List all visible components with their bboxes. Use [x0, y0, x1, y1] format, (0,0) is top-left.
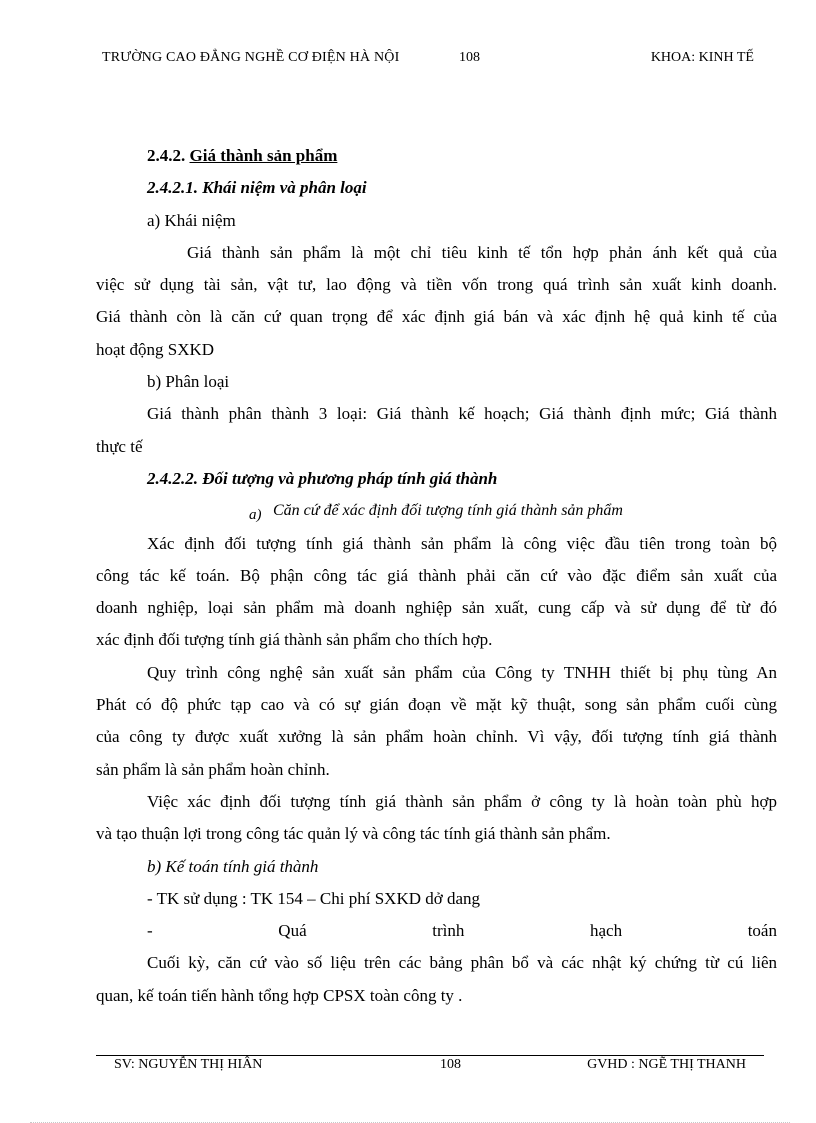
paragraph-line: Việc xác định đối tượng tính giá thành sản phẩm ở công ty là hoàn toàn phù hợp — [147, 791, 777, 811]
paragraph-line: thực tế — [96, 436, 143, 456]
paragraph-line: của công ty được xuất xưởng là sản phẩm hoàn chỉnh. Vì vậy, đối tượng tính giá thành — [96, 727, 777, 747]
section-number: 2.4.2. — [147, 146, 186, 165]
paragraph-line: công tác kế toán. Bộ phận công tác giá thành phải căn cứ vào đặc điểm sản xuất của — [96, 565, 777, 585]
paragraph-line: việc sử dụng tài sản, vật tư, lao động và tiền vốn trong quá trình sản xuất kinh doanh. — [96, 275, 777, 295]
department-name: KHOA: KINH TẾ — [650, 50, 754, 65]
process-word: trình — [432, 921, 465, 941]
paragraph-line: quan, kế toán tiến hành tổng hợp CPSX toàn công ty . — [96, 985, 463, 1005]
section-title: Giá thành sản phẩm — [189, 146, 338, 165]
paragraph-line: và tạo thuận lợi trong công tác quản lý và công tác tính giá thành sản phẩm. — [96, 824, 611, 844]
paragraph-line: Giá thành phân thành 3 loại: Giá thành kế hoạch; Giá thành định mức; Giá thành — [147, 404, 777, 424]
subsection-2-a-heading — [96, 495, 777, 527]
paragraph-line: sản phẩm là sản phẩm hoàn chỉnh. — [96, 759, 330, 779]
paragraph-line: Giá thành còn là căn cứ quan trọng để xác định giá bán và xác định hệ quả kinh tế của — [96, 307, 777, 327]
header-page-number: 108 — [459, 50, 480, 65]
footer-divider — [96, 1055, 764, 1056]
paragraph-line: Phát có độ phức tạp cao và có sự gián đoạn về mặt kỹ thuật, song sản phẩm cuối cùng — [96, 695, 777, 715]
subsection-2-title: 2.4.2.2. Đối tượng và phương pháp tính giá thành — [147, 468, 498, 488]
school-name: TRƯỜNG CAO ĐẲNG NGHỀ CƠ ĐIỆN HÀ NỘI — [102, 50, 400, 65]
paragraph-line: Giá thành sản phẩm là một chỉ tiêu kinh tế tổn hợp phản ánh kết quả của — [187, 242, 777, 262]
page-header — [102, 50, 754, 68]
subsection-2-a-label: Căn cứ để xác định đối tượng tính giá thành sản phẩm — [273, 502, 623, 520]
paragraph-line: Quy trình công nghệ sản xuất sản phẩm của Công ty TNHH thiết bị phụ tùng An — [147, 662, 777, 682]
paragraph-line: hoạt động SXKD — [96, 339, 215, 359]
process-word: - — [147, 921, 153, 941]
subsection-1-b-label: b) Phân loại — [147, 372, 230, 392]
subsection-1-a-label: a) Khái niệm — [147, 210, 236, 230]
document-body — [96, 140, 777, 1012]
process-word: Quá — [278, 921, 307, 941]
process-word: hạch — [589, 921, 623, 941]
paragraph-line: Xác định đối tượng tính giá thành sản phẩm là công việc đầu tiên trong toàn bộ — [147, 533, 777, 553]
tk-line: - TK sử dụng : TK 154 – Chi phí SXKD dở dang — [147, 888, 481, 908]
process-word: toán — [747, 921, 777, 941]
subsection-1-title: 2.4.2.1. Khái niệm và phân loại — [147, 178, 367, 198]
page-footer — [114, 1057, 746, 1075]
paragraph-line: doanh nghiệp, loại sản phẩm mà doanh nghiệp sản xuất, cung cấp và sử dụng để từ đó — [96, 598, 777, 618]
student-name: SV: NGUYỄN THỊ HIÂN — [114, 1057, 263, 1072]
section-heading — [96, 140, 777, 172]
footer-page-number: 108 — [440, 1057, 461, 1072]
paragraph-line: Cuối kỳ, căn cứ vào số liệu trên các bảng phân bổ và các nhật ký chứng từ cú liên — [147, 953, 777, 973]
advisor-name: GVHD : NGẼ THỊ THANH — [587, 1057, 746, 1072]
subsection-2-b-label: b) Kế toán tính giá thành — [147, 856, 319, 876]
list-marker: a) — [249, 507, 262, 524]
paragraph-line: xác định đối tượng tính giá thành sản phẩm cho thích hợp. — [96, 630, 493, 650]
process-line — [96, 915, 777, 947]
